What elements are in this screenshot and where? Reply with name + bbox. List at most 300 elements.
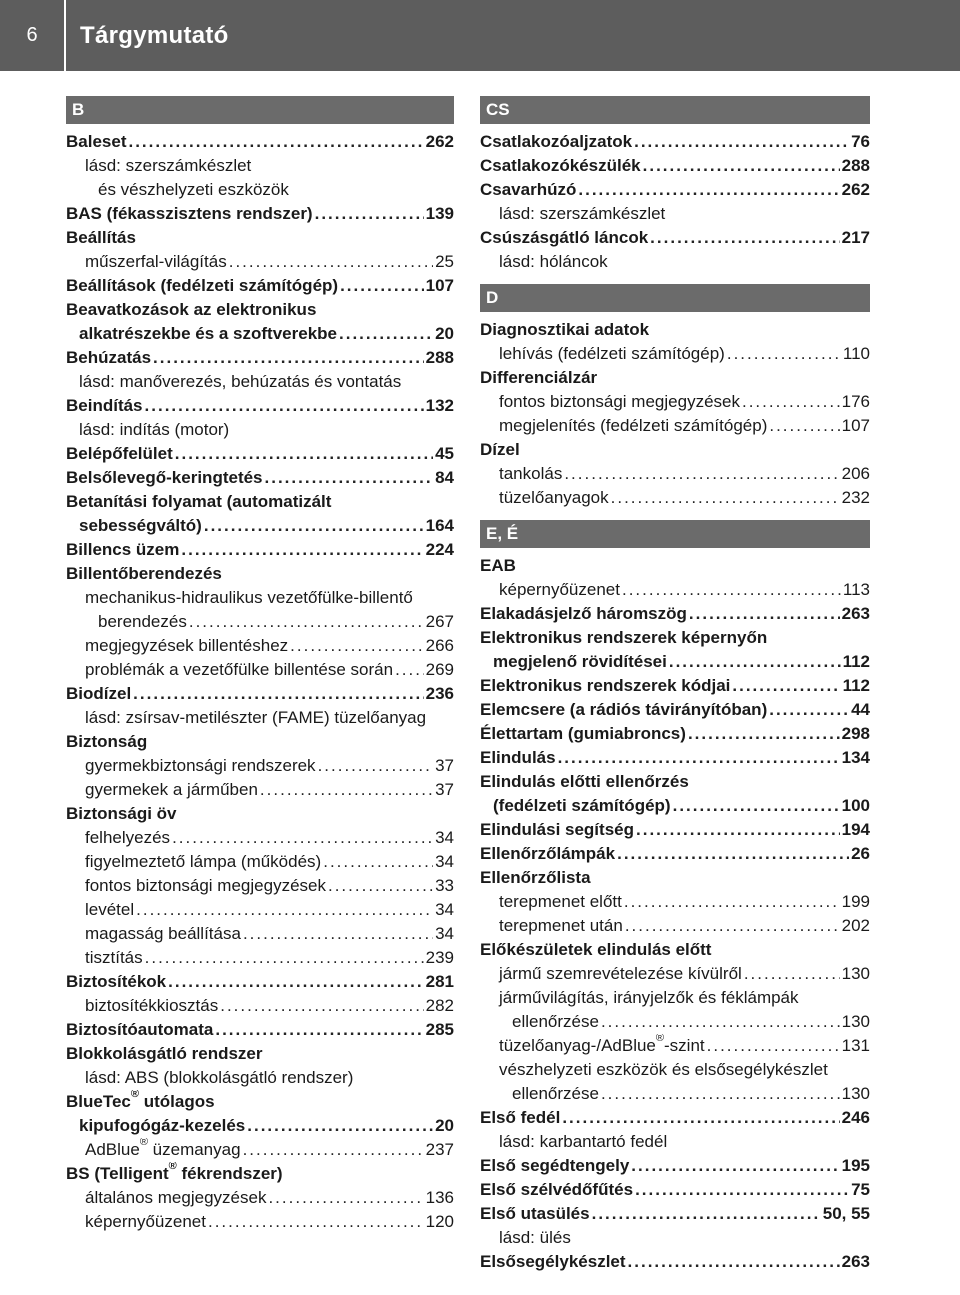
dot-leader: [268, 1186, 423, 1210]
index-term: Dízel: [480, 440, 520, 459]
dot-leader: [339, 322, 433, 346]
index-term: Csúszásgátló láncok: [480, 228, 649, 247]
page-reference[interactable]: 136: [425, 1188, 454, 1207]
index-term: Csavarhúzó: [480, 180, 577, 199]
page-reference[interactable]: 134: [841, 748, 870, 767]
index-entry[interactable]: [480, 226, 870, 250]
page-reference[interactable]: 37: [435, 756, 454, 775]
index-entry[interactable]: [66, 250, 454, 274]
dot-leader: [318, 754, 434, 778]
index-entry[interactable]: [480, 962, 870, 986]
dot-leader: [215, 1018, 423, 1042]
index-term: gyermekek a járműben: [85, 780, 258, 799]
index-term: ellenőrzése: [512, 1012, 599, 1031]
index-term: problémák a vezetőfülke billentése során: [85, 660, 394, 679]
page-reference[interactable]: 232: [841, 488, 870, 507]
index-term: képernyőüzenet: [85, 1212, 206, 1231]
index-term: figyelmeztető lámpa (működés): [85, 852, 322, 871]
index-entry[interactable]: [480, 674, 870, 698]
index-entry[interactable]: [480, 1226, 870, 1250]
page-reference[interactable]: 130: [841, 1084, 870, 1103]
dot-leader: [744, 962, 840, 986]
index-entry[interactable]: [480, 1202, 870, 1226]
page-reference[interactable]: 164: [425, 516, 454, 535]
index-entry[interactable]: [480, 554, 870, 578]
dot-leader: [622, 578, 841, 602]
index-term: Elindulás: [480, 748, 556, 767]
page-reference[interactable]: 33: [435, 876, 454, 895]
index-term: Elsősegélykészlet: [480, 1252, 626, 1271]
index-entry[interactable]: [66, 202, 454, 226]
index-entry[interactable]: [480, 1010, 870, 1034]
index-term: Elakadásjelző háromszög: [480, 604, 687, 623]
index-entry[interactable]: [66, 1042, 454, 1066]
index-term: tüzelőanyag-/AdBlue®-szint: [499, 1034, 705, 1055]
index-term: Beindítás: [66, 396, 143, 415]
dot-leader: [643, 154, 840, 178]
index-term: BS (Telligent® fékrendszer): [66, 1162, 283, 1183]
index-entry[interactable]: [66, 322, 454, 346]
registered-mark: ®: [168, 1162, 177, 1173]
index-entry[interactable]: [66, 130, 454, 154]
page-reference[interactable]: 75: [851, 1180, 870, 1199]
index-entry[interactable]: [66, 634, 454, 658]
dot-leader: [769, 414, 839, 438]
dot-leader: [578, 178, 839, 202]
page-reference[interactable]: 285: [425, 1020, 454, 1039]
page-reference[interactable]: 246: [841, 1108, 870, 1127]
index-entry[interactable]: [66, 514, 454, 538]
index-entry[interactable]: [480, 486, 870, 510]
index-entry[interactable]: [480, 366, 870, 390]
index-term: (fedélzeti számítógép): [493, 796, 671, 815]
index-entry[interactable]: [480, 890, 870, 914]
index-term: sebességváltó): [79, 516, 202, 535]
index-entry[interactable]: [66, 922, 454, 946]
dot-leader: [208, 1210, 424, 1234]
index-entry[interactable]: [66, 298, 454, 322]
index-term: Elindulási segítség: [480, 820, 634, 839]
index-term: lásd: szerszámkészlet: [85, 156, 252, 175]
page-reference[interactable]: 120: [425, 1212, 454, 1231]
index-entry[interactable]: [66, 346, 454, 370]
index-entry[interactable]: [66, 658, 454, 682]
index-entry[interactable]: [66, 1090, 454, 1114]
dot-leader: [625, 914, 840, 938]
index-entry[interactable]: [66, 754, 454, 778]
index-term: megjelenő rövidítései: [493, 652, 667, 671]
index-entry[interactable]: [66, 682, 454, 706]
index-entry[interactable]: [66, 490, 454, 514]
index-term: gyermekbiztonsági rendszerek: [85, 756, 316, 775]
index-term: és vészhelyzeti eszközök: [98, 180, 289, 199]
page-reference[interactable]: 239: [425, 948, 454, 967]
page-reference[interactable]: 112: [842, 676, 870, 695]
dot-leader: [628, 1250, 840, 1274]
dot-leader: [562, 1106, 839, 1130]
dot-leader: [631, 1154, 839, 1178]
index-entry[interactable]: [480, 1178, 870, 1202]
dot-leader: [636, 818, 840, 842]
index-entry[interactable]: [480, 178, 870, 202]
index-term: Biztonsági öv: [66, 804, 177, 823]
index-entry[interactable]: [66, 730, 454, 754]
index-term: lásd: ülés: [499, 1228, 571, 1247]
index-term: EAB: [480, 556, 516, 575]
index-term: berendezés: [98, 612, 187, 631]
page-reference[interactable]: 50, 55: [822, 1204, 870, 1223]
index-entry[interactable]: [480, 698, 870, 722]
index-entry[interactable]: [480, 626, 870, 650]
dot-leader: [742, 390, 840, 414]
index-term: felhelyezés: [85, 828, 171, 847]
index-entry[interactable]: [480, 650, 870, 674]
index-entry[interactable]: [66, 418, 454, 442]
index-term: Biztonság: [66, 732, 148, 751]
index-entry[interactable]: [66, 274, 454, 298]
dot-leader: [769, 698, 849, 722]
index-entry[interactable]: [480, 938, 870, 962]
section-gap: [480, 510, 870, 520]
index-term: Élettartam (gumiabroncs): [480, 724, 686, 743]
dot-leader: [229, 250, 433, 274]
index-entry[interactable]: [480, 1250, 870, 1274]
index-term: megjelenítés (fedélzeti számítógép): [499, 416, 768, 435]
index-entry[interactable]: [66, 466, 454, 490]
index-term: mechanikus-hidraulikus vezetőfülke-billentő: [85, 588, 413, 607]
dot-leader: [175, 442, 433, 466]
index-entry[interactable]: [66, 610, 454, 634]
page-reference[interactable]: 112: [842, 652, 870, 671]
dot-leader: [128, 130, 423, 154]
page-reference[interactable]: 34: [435, 852, 454, 871]
index-term: Első utasülés: [480, 1204, 590, 1223]
index-entry[interactable]: [66, 442, 454, 466]
dot-leader: [689, 602, 840, 626]
index-term: Diagnosztikai adatok: [480, 320, 650, 339]
index-term: Billencs üzem: [66, 540, 180, 559]
index-entry[interactable]: [480, 1034, 870, 1058]
page-number: 6: [26, 24, 38, 46]
index-entry[interactable]: [480, 202, 870, 226]
page-reference[interactable]: 262: [841, 180, 870, 199]
page-reference[interactable]: 236: [425, 684, 454, 703]
index-entry[interactable]: [66, 778, 454, 802]
dot-leader: [243, 922, 433, 946]
dot-leader: [204, 514, 424, 538]
index-entry[interactable]: [480, 342, 870, 366]
dot-leader: [707, 1034, 840, 1058]
index-term: járművilágítás, irányjelzők és féklámpák: [499, 988, 799, 1007]
index-entry[interactable]: [480, 1106, 870, 1130]
index-term: Beállítás: [66, 228, 136, 247]
index-term: Csatlakozókészülék: [480, 156, 641, 175]
index-entry[interactable]: [480, 1058, 870, 1082]
page-reference[interactable]: 76: [851, 132, 870, 151]
index-entry[interactable]: [66, 394, 454, 418]
index-entry[interactable]: [66, 1018, 454, 1042]
index-entry[interactable]: [66, 154, 454, 178]
index-term: Első szélvédőfűtés: [480, 1180, 634, 1199]
dot-leader: [617, 842, 849, 866]
dot-leader: [558, 746, 840, 770]
dot-leader: [220, 994, 423, 1018]
page-reference[interactable]: 20: [435, 324, 454, 343]
page-reference[interactable]: 130: [841, 964, 870, 983]
index-term: kipufogógáz-kezelés: [79, 1116, 246, 1135]
page-reference[interactable]: 282: [425, 996, 454, 1015]
index-entry[interactable]: [480, 794, 870, 818]
index-term: lásd: indítás (motor): [79, 420, 230, 439]
index-column-right: [480, 96, 870, 1274]
section-heading: B: [66, 96, 454, 124]
index-term: Blokkolásgátló rendszer: [66, 1044, 263, 1063]
index-term: terepmenet után: [499, 916, 623, 935]
page-reference[interactable]: 110: [842, 344, 870, 363]
index-term: jármű szemrevételezése kívülről: [499, 964, 742, 983]
page-reference[interactable]: 45: [435, 444, 454, 463]
page-title: Tárgymutató: [80, 22, 229, 49]
page-reference[interactable]: 269: [425, 660, 454, 679]
page-reference[interactable]: 44: [851, 700, 870, 719]
dot-leader: [611, 486, 840, 510]
index-term: Beavatkozások az elektronikus: [66, 300, 317, 319]
index-entry[interactable]: [66, 226, 454, 250]
index-term: biztosítékkiosztás: [85, 996, 219, 1015]
page-reference[interactable]: 281: [425, 972, 454, 991]
index-column-left: [66, 96, 454, 1234]
dot-leader: [650, 226, 839, 250]
index-entry[interactable]: [480, 818, 870, 842]
index-term: Csatlakozóaljzatok: [480, 132, 633, 151]
index-entry[interactable]: [480, 770, 870, 794]
page-reference[interactable]: 34: [435, 924, 454, 943]
page-reference[interactable]: 84: [435, 468, 454, 487]
index-entry[interactable]: [66, 1162, 454, 1186]
page-reference[interactable]: 25: [435, 252, 454, 271]
index-term: Behúzatás: [66, 348, 152, 367]
index-term: Első fedél: [480, 1108, 561, 1127]
page-reference[interactable]: 288: [425, 348, 454, 367]
index-entry[interactable]: [66, 1186, 454, 1210]
dot-leader: [168, 970, 423, 994]
page-reference[interactable]: 132: [425, 396, 454, 415]
dot-leader: [635, 1178, 849, 1202]
index-entry[interactable]: [480, 390, 870, 414]
page-reference[interactable]: 217: [841, 228, 870, 247]
index-entry[interactable]: [480, 1082, 870, 1106]
index-entry[interactable]: [480, 986, 870, 1010]
page-header: [0, 0, 960, 71]
registered-mark: ®: [130, 1090, 139, 1101]
dot-leader: [323, 850, 433, 874]
dot-leader: [315, 202, 424, 226]
page-reference[interactable]: 130: [841, 1012, 870, 1031]
dot-leader: [340, 274, 424, 298]
dot-leader: [247, 1114, 433, 1138]
section-heading: E, É: [480, 520, 870, 548]
index-term: fontos biztonsági megjegyzések: [85, 876, 326, 895]
dot-leader: [328, 874, 433, 898]
index-entry[interactable]: [66, 826, 454, 850]
index-entry[interactable]: [480, 154, 870, 178]
page-reference[interactable]: 224: [425, 540, 454, 559]
index-entry[interactable]: [66, 562, 454, 586]
index-term: Differenciálzár: [480, 368, 598, 387]
index-entry[interactable]: [480, 746, 870, 770]
index-term: Belépőfelület: [66, 444, 173, 463]
index-term: Baleset: [66, 132, 127, 151]
header-divider: [64, 0, 66, 71]
index-entry[interactable]: [66, 178, 454, 202]
index-entry[interactable]: [66, 994, 454, 1018]
index-term: tüzelőanyagok: [499, 488, 609, 507]
index-entry[interactable]: [66, 1114, 454, 1138]
page-reference[interactable]: 34: [435, 900, 454, 919]
index-term: BAS (fékasszisztens rendszer): [66, 204, 313, 223]
index-term: Elindulás előtti ellenőrzés: [480, 772, 689, 791]
index-term: lásd: hóláncok: [499, 252, 608, 271]
page-reference[interactable]: 194: [841, 820, 870, 839]
index-entry[interactable]: [480, 602, 870, 626]
dot-leader: [265, 466, 434, 490]
index-entry[interactable]: [66, 946, 454, 970]
index-entry[interactable]: [480, 722, 870, 746]
page-reference[interactable]: 34: [435, 828, 454, 847]
index-term: tisztítás: [85, 948, 143, 967]
dot-leader: [624, 890, 840, 914]
page-reference[interactable]: 262: [425, 132, 454, 151]
dot-leader: [732, 674, 840, 698]
index-entry[interactable]: [66, 706, 454, 730]
index-entry[interactable]: [66, 586, 454, 610]
index-term: magasság beállítása: [85, 924, 241, 943]
index-entry[interactable]: [480, 414, 870, 438]
page-reference[interactable]: 176: [841, 392, 870, 411]
index-term: AdBlue® üzemanyag: [85, 1138, 241, 1159]
index-term: Biodízel: [66, 684, 132, 703]
page-reference[interactable]: 298: [841, 724, 870, 743]
page-reference[interactable]: 139: [425, 204, 454, 223]
page-reference[interactable]: 37: [435, 780, 454, 799]
page-reference[interactable]: 26: [851, 844, 870, 863]
index-term: lehívás (fedélzeti számítógép): [499, 344, 725, 363]
page-reference[interactable]: 107: [425, 276, 454, 295]
index-term: képernyőüzenet: [499, 580, 620, 599]
page-reference[interactable]: 195: [841, 1156, 870, 1175]
index-entry[interactable]: [66, 1210, 454, 1234]
index-term: Elektronikus rendszerek kódjai: [480, 676, 731, 695]
index-term: lásd: ABS (blokkolásgátló rendszer): [85, 1068, 354, 1087]
index-entry[interactable]: [480, 130, 870, 154]
registered-mark: ®: [139, 1138, 148, 1149]
index-entry[interactable]: [480, 462, 870, 486]
dot-leader: [727, 342, 841, 366]
index-entry[interactable]: [66, 538, 454, 562]
index-term: lásd: zsírsav-metilészter (FAME) tüzelőanyag: [85, 708, 427, 727]
index-entry[interactable]: [480, 318, 870, 342]
index-entry[interactable]: [480, 250, 870, 274]
dot-leader: [395, 658, 424, 682]
index-term: ellenőrzése: [512, 1084, 599, 1103]
index-entry[interactable]: [66, 802, 454, 826]
index-entry[interactable]: [66, 1066, 454, 1090]
index-term: lásd: karbantartó fedél: [499, 1132, 668, 1151]
index-entry[interactable]: [66, 850, 454, 874]
page-reference[interactable]: 202: [841, 916, 870, 935]
page-reference[interactable]: 263: [841, 604, 870, 623]
index-entry[interactable]: [480, 866, 870, 890]
page-reference[interactable]: 206: [841, 464, 870, 483]
index-term: Billentőberendezés: [66, 564, 222, 583]
index-entry[interactable]: [480, 914, 870, 938]
index-term: tankolás: [499, 464, 563, 483]
dot-leader: [634, 130, 849, 154]
index-term: Beállítások (fedélzeti számítógép): [66, 276, 339, 295]
index-entry[interactable]: [66, 970, 454, 994]
index-term: Ellenőrzőlista: [480, 868, 591, 887]
index-entry[interactable]: [480, 578, 870, 602]
index-term: vészhelyzeti eszközök és elsősegélykészlet: [499, 1060, 828, 1079]
index-entry[interactable]: [66, 1138, 454, 1162]
page-reference[interactable]: 107: [841, 416, 870, 435]
page-reference[interactable]: 113: [842, 580, 870, 599]
index-entry[interactable]: [480, 1154, 870, 1178]
page-reference[interactable]: 199: [841, 892, 870, 911]
index-term: alkatrészekbe és a szoftverekbe: [79, 324, 337, 343]
index-entry[interactable]: [480, 842, 870, 866]
index-term: Elemcsere (a rádiós távirányítóban): [480, 700, 768, 719]
index-entry[interactable]: [480, 1130, 870, 1154]
page-reference[interactable]: 237: [425, 1140, 454, 1159]
page-reference[interactable]: 100: [841, 796, 870, 815]
page-reference[interactable]: 266: [425, 636, 454, 655]
registered-mark: ®: [655, 1034, 664, 1045]
index-term: Előkészületek elindulás előtt: [480, 940, 712, 959]
index-entry[interactable]: [480, 438, 870, 462]
dot-leader: [290, 634, 423, 658]
index-term: Biztosítékok: [66, 972, 167, 991]
page-reference[interactable]: 131: [841, 1036, 870, 1055]
dot-leader: [260, 778, 433, 802]
dot-leader: [145, 394, 424, 418]
section-heading: D: [480, 284, 870, 312]
index-term: Biztosítóautomata: [66, 1020, 214, 1039]
index-term: fontos biztonsági megjegyzések: [499, 392, 740, 411]
index-entry[interactable]: [66, 898, 454, 922]
index-term: Ellenőrzőlámpák: [480, 844, 616, 863]
index-term: műszerfal-világítás: [85, 252, 227, 271]
index-term: Elektronikus rendszerek képernyőn: [480, 628, 768, 647]
index-entry[interactable]: [66, 874, 454, 898]
index-term: általános megjegyzések: [85, 1188, 267, 1207]
index-term: megjegyzések billentéshez: [85, 636, 289, 655]
page-reference[interactable]: 288: [841, 156, 870, 175]
dot-leader: [189, 610, 424, 634]
page-reference[interactable]: 263: [841, 1252, 870, 1271]
dot-leader: [601, 1010, 840, 1034]
page-reference[interactable]: 267: [425, 612, 454, 631]
index-entry[interactable]: [66, 370, 454, 394]
section-heading: CS: [480, 96, 870, 124]
dot-leader: [153, 346, 424, 370]
dot-leader: [564, 462, 839, 486]
index-term: terepmenet előtt: [499, 892, 622, 911]
index-term: levétel: [85, 900, 135, 919]
index-term: lásd: manőverezés, behúzatás és vontatás: [79, 372, 402, 391]
page-reference[interactable]: 20: [435, 1116, 454, 1135]
dot-leader: [133, 682, 423, 706]
